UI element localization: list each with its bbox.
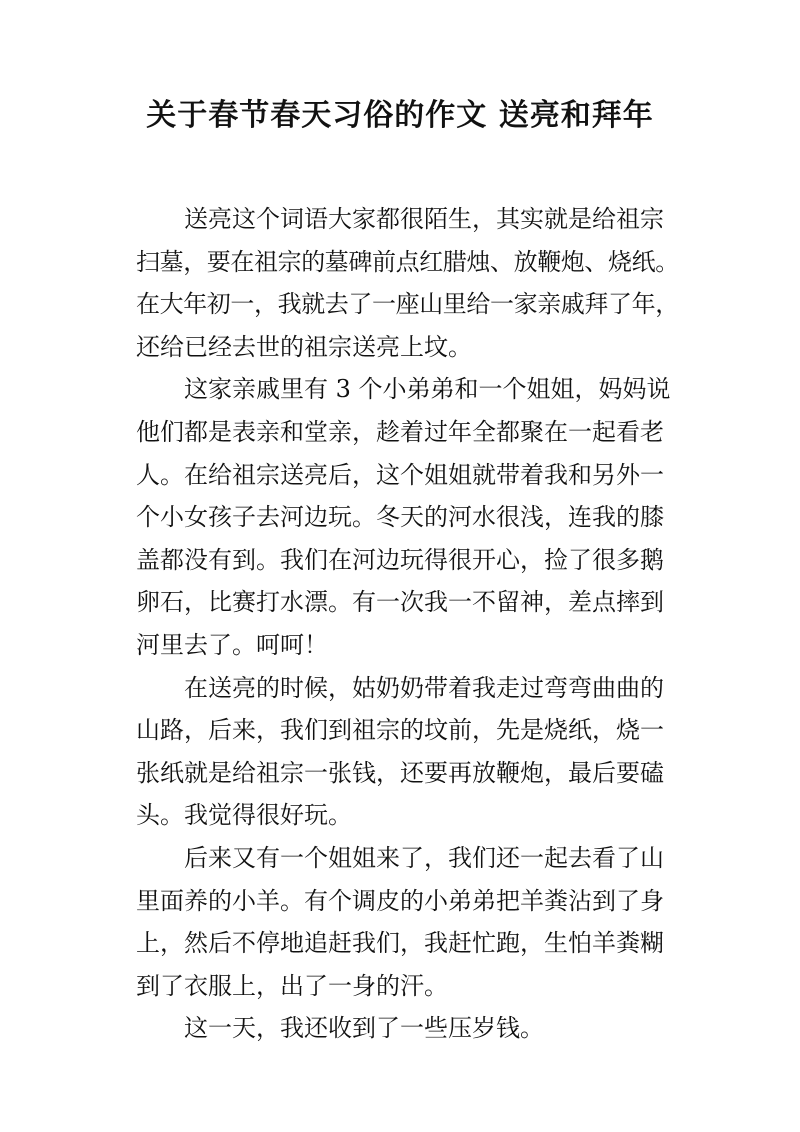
paragraph-4-line-4: 到了衣服上，出了一身的汗。 (136, 971, 448, 1000)
document-title: 关于春节春天习俗的作文 送亮和拜年 (146, 98, 654, 133)
paragraph-3-line-2: 山路，后来，我们到祖宗的坟前，先是烧纸，烧一 (136, 716, 664, 745)
paragraph-4-line-1: 后来又有一个姐姐来了，我们还一起去看了山 (184, 843, 664, 872)
paragraph-2-line-6: 卵石，比赛打水漂。有一次我一不留神，差点摔到 (136, 588, 664, 617)
paragraph-4-line-2: 里面养的小羊。有个调皮的小弟弟把羊粪沾到了身 (136, 886, 664, 915)
paragraph-3-line-3: 张纸就是给祖宗一张钱，还要再放鞭炮，最后要磕 (136, 758, 664, 787)
paragraph-2-line-5: 盖都没有到。我们在河边玩得很开心，捡了很多鹅 (136, 545, 664, 574)
paragraph-3-line-4: 头。我觉得很好玩。 (136, 801, 352, 830)
paragraph-5-line-1: 这一天，我还收到了一些压岁钱。 (184, 1014, 544, 1043)
paragraph-1-line-4: 还给已经去世的祖宗送亮上坟。 (136, 332, 472, 361)
paragraph-1-line-3: 在大年初一，我就去了一座山里给一家亲戚拜了年， (136, 290, 679, 319)
paragraph-3-line-1: 在送亮的时候，姑奶奶带着我走过弯弯曲曲的 (184, 673, 664, 702)
document-body (136, 198, 679, 1050)
paragraph-4-line-3: 上，然后不停地追赶我们，我赶忙跑，生怕羊粪糊 (136, 929, 664, 958)
paragraph-2-line-2: 他们都是表亲和堂亲，趁着过年全都聚在一起看老 (136, 417, 664, 446)
paragraph-2-line-7: 河里去了。呵呵！ (136, 630, 328, 659)
paragraph-2-line-4: 个小女孩子去河边玩。冬天的河水很浅，连我的膝 (136, 503, 664, 532)
paragraph-2-line-1: 这家亲戚里有 3 个小弟弟和一个姐姐，妈妈说 (184, 375, 671, 404)
paragraph-1-line-2: 扫墓，要在祖宗的墓碑前点红腊烛、放鞭炮、烧纸。 (136, 247, 679, 276)
paragraph-2-line-3: 人。在给祖宗送亮后，这个姐姐就带着我和另外一 (136, 460, 664, 489)
paragraph-1-line-1: 送亮这个词语大家都很陌生，其实就是给祖宗 (184, 205, 664, 233)
